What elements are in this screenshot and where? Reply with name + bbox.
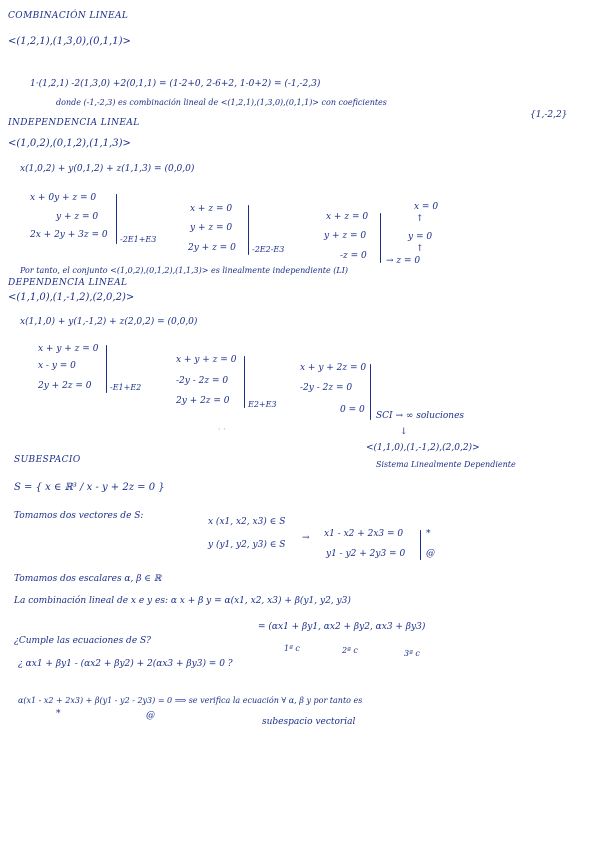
heading-subespacio: SUBESPACIO [14,455,81,465]
linear-combination-conclusion: donde (-1,-2,3) es combinación lineal de <(1,2,1),(1,3,0),(0,1,1)> con coeficientes [56,98,387,107]
component-2-label: 2ª c [342,646,358,655]
dsystem2-brace [244,356,245,408]
system1-eq3: 2x + 2y + 3z = 0 [30,230,108,240]
system2-eq3: 2y + z = 0 [188,243,236,253]
take-two-vectors: Tomamos dos vectores de S: [14,511,144,521]
question-expression: ¿ αx1 + βy1 - (αx2 + βy2) + 2(αx3 + βy3) = 0 ? [18,659,233,669]
subspace-definition: S = { x ∈ ℝ³ / x - y + 2z = 0 } [14,482,165,493]
dsystem3-eq2: -2y - 2z = 0 [300,383,353,393]
system3-eq1: x + z = 0 [326,212,369,222]
independence-conclusion: Por tanto, el conjunto <(1,0,2),(0,1,2),(1,1,3)> es linealmente independiente (LI) [20,266,348,275]
system1-eq1: x + 0y + z = 0 [30,193,97,203]
system3-y-result: y = 0 [408,232,433,242]
heading-dependencia-lineal: DEPENDENCIA LINEAL [8,278,128,288]
dsystem3-eq1: x + y + 2z = 0 [300,363,367,373]
dsystem2-eq2: -2y - 2z = 0 [176,376,229,386]
dsystem1-brace [106,345,107,393]
coefficients: {1,-2,2} [530,110,568,120]
conditions-brace [420,530,421,560]
up-arrow-icon: ↑ [416,214,424,224]
verification-line: α(x1 - x2 + 2x3) + β(y1 - y2 - 2y3) = 0 ⟹ se verifica la ecuación ∀ α, β y por tanto es [18,696,363,705]
verification-marker-star: * [56,709,61,719]
subspace-conclusion: subespacio vectorial [262,717,356,727]
dsystem1-eq3: 2y + 2z = 0 [38,381,92,391]
condition-y: y1 - y2 + 2y3 = 0 [326,549,406,559]
system3-z-result: → z = 0 [386,256,421,266]
vector-set-2: <(1,0,2),(0,1,2),(1,1,3)> [8,138,131,149]
right-arrow-icon: → [302,533,310,543]
dependent-set: <(1,1,0),(1,-1,2),(2,0,2)> [366,443,480,453]
combination-components: = (αx1 + βy1, αx2 + βy2, αx3 + βy3) [258,622,426,632]
component-3-label: 3ª c [404,649,420,658]
stray-marks: · · [218,425,226,434]
down-arrow-icon: ↓ [400,427,408,437]
dsystem3-eq3: 0 = 0 [340,405,365,415]
vector-x: x (x1, x2, x3) ∈ S [208,517,286,527]
dsystem1-eq2: x - y = 0 [38,361,76,371]
dependent-conclusion: Sistema Linealmente Dependiente [376,460,516,469]
vector-set-3: <(1,1,0),(1,-1,2),(2,0,2)> [8,292,135,303]
system3-eq3: -z = 0 [340,251,367,261]
vector-set-1: <(1,2,1),(1,3,0),(0,1,1)> [8,36,131,47]
system2-eq1: x + z = 0 [190,204,233,214]
condition-x: x1 - x2 + 2x3 = 0 [324,529,404,539]
up-arrow-icon: ↑ [416,244,424,254]
heading-combinacion-lineal: COMBINACIÓN LINEAL [8,11,129,21]
system1-eq2: y + z = 0 [56,212,99,222]
verification-marker-at: @ [146,711,155,721]
system3-brace [380,213,381,263]
system2-eq2: y + z = 0 [190,223,233,233]
dsystem3-brace [370,364,371,420]
dsystem2-eq1: x + y + z = 0 [176,355,237,365]
dsystem2-eq3: 2y + 2z = 0 [176,396,230,406]
system2-brace [248,205,249,255]
component-1-label: 1ª c [284,644,300,653]
independence-equation: x(1,0,2) + y(0,1,2) + z(1,1,3) = (0,0,0) [20,164,195,174]
dsystem3-result: SCI → ∞ soluciones [376,411,465,421]
dependence-equation: x(1,1,0) + y(1,-1,2) + z(2,0,2) = (0,0,0) [20,317,198,327]
system2-operation: -2E2-E3 [252,245,285,254]
system3-eq2: y + z = 0 [324,231,367,241]
vector-y: y (y1, y2, y3) ∈ S [208,540,286,550]
dsystem2-operation: E2+E3 [248,400,277,409]
question-equations: ¿Cumple las ecuaciones de S? [14,636,151,646]
linear-combination-calc: 1·(1,2,1) -2(1,3,0) +2(0,1,1) = (1-2+0, 2-6+2, 1-0+2) = (-1,-2,3) [30,79,321,89]
marker-at: @ [426,549,435,559]
heading-independencia-lineal: INDEPENDENCIA LINEAL [8,118,140,128]
dsystem1-eq1: x + y + z = 0 [38,344,99,354]
linear-combination-subspace: La combinación lineal de x e y es: α x + β y = α(x1, x2, x3) + β(y1, y2, y3) [14,596,351,606]
dsystem1-operation: -E1+E2 [110,383,142,392]
marker-star: * [426,529,431,539]
system1-brace [116,194,117,244]
system1-operation: -2E1+E3 [120,235,157,244]
system3-x-result: x = 0 [414,202,439,212]
take-two-scalars: Tomamos dos escalares α, β ∈ ℝ [14,574,162,584]
